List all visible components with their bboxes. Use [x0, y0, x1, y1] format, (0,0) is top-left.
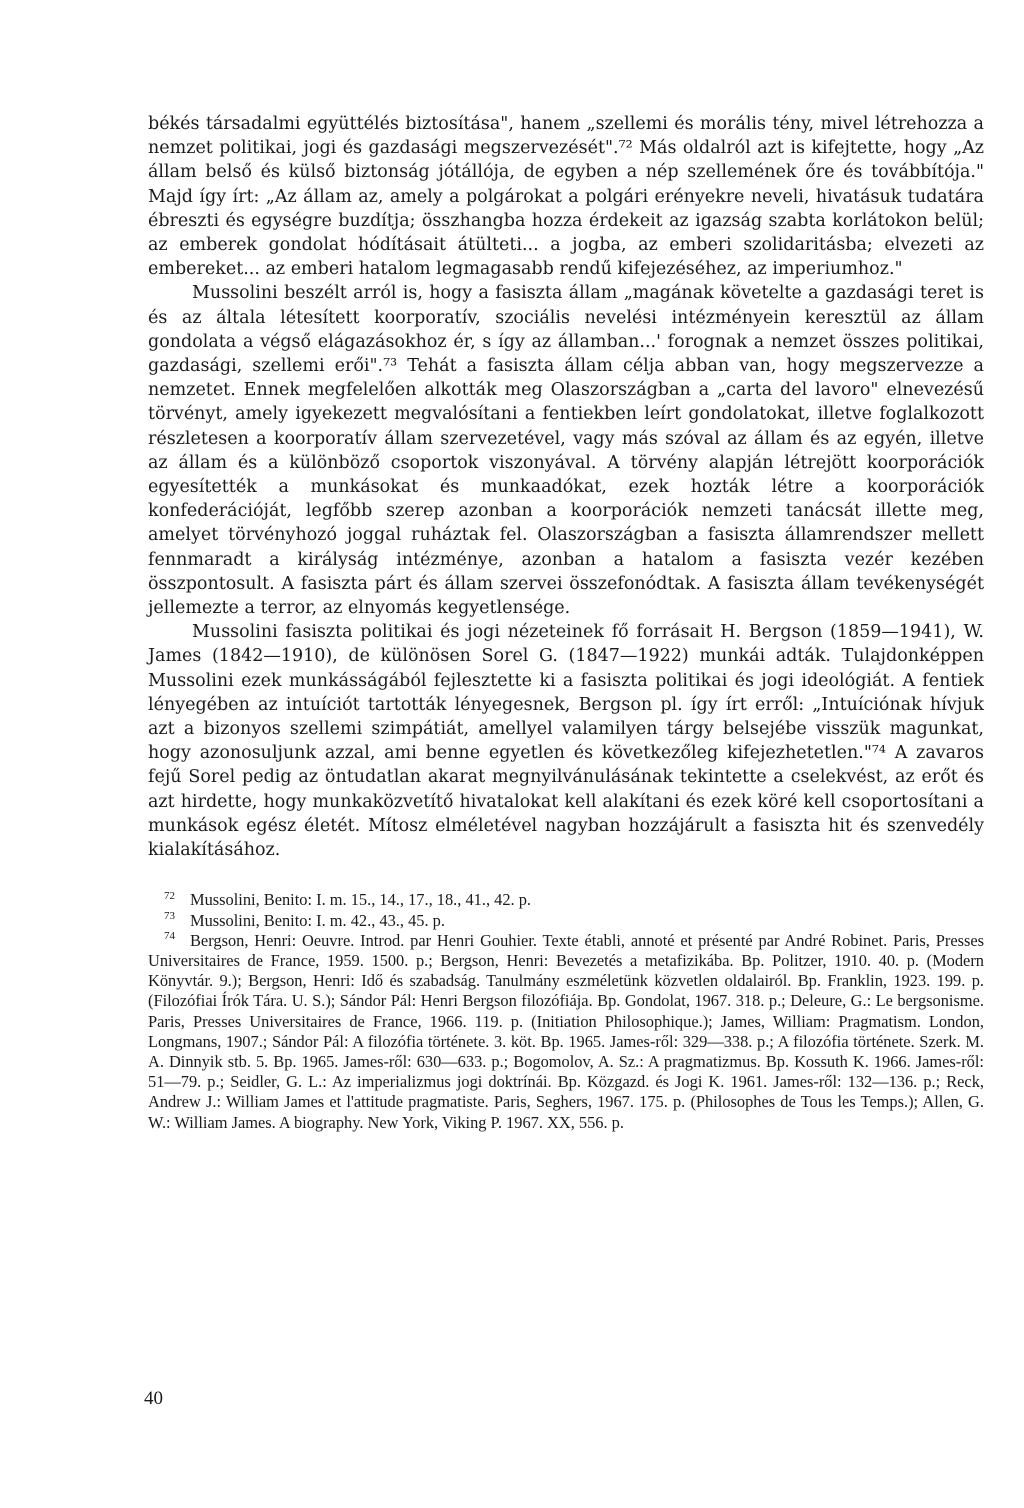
footnote-text: Mussolini, Benito: I. m. 15., 14., 17., 18., 41., 42. p.	[190, 890, 532, 910]
page	[148, 112, 984, 1133]
paragraph-2: Mussolini beszélt arról is, hogy a fasiszta állam „magának követelte a gazdasági teret is és az általa létesített koorporatív, szociális nevelési intézményein keresztül az állam gondolata a végső elágazásokhoz ér, s így az államban...' forognak a nemzet összes politikai, gazdasági, szellemi erői".⁷³ Tehát a fasiszta állam célja abban van, hogy megszervezze a nemzetet. Ennek megfelelően alkották meg Olaszországban a „carta del lavoro" elnevezésű törvényt, amely igyekezett megvalósítani a fentiekben leírt gondolatokat, illetve foglalkozott részletesen a koorporatív állam szervezetével, vagy más szóval az állam és az egyén, illetve az állam és a különböző csoportok viszonyával. A törvény alapján létrejött koorporációk egyesítették a munkásokat és munkaadókat, ezek hozták létre a koorporációk konfederációját, legfőbb szerep azonban a koorporációk nemzeti tanácsát illette meg, amelyet törvényhozó joggal ruháztak fel. Olaszországban a fasiszta államrendszer mellett fennmaradt a királyság intézménye, azonban a hatalom a fasiszta vezér kezében összpontosult. A fasiszta párt és állam szervei összefonódtak. A fasiszta állam tevékenységét jellemezte a terror, az elnyomás kegyetlensége.	[148, 283, 984, 619]
footnote-text: Bergson, Henri: Oeuvre. Introd. par Henri Gouhier. Texte établi, annoté et présenté par André Robinet. Paris, Presses Universitaires de France, 1959. 1500. p.; Bergson, Henri: Bevezetés a metafizikába. Bp. Politzer, 1910. 40. p. (Modern Könyvtár. 9.); Bergson, Henri: Idő és szabadság. Tanulmány eszméletünk közvetlen oldalairól. Bp. Franklin, 1923. 199. p. (Filozófiai Írók Tára. U. S.); Sándor Pál: Henri Bergson filozófiája. Bp. Gondolat, 1967. 318. p.; Deleure, G.: Le bergsonisme. Paris, Presses Universitaires de France, 1966. 119. p. (Initiation Philosophique.); James, William: Pragmatism. London, Longmans, 1907.; Sándor Pál: A filozófia története. 3. köt. Bp. 1965. James-ről: 329—338. p.; A filozófia története. Szerk. M. A. Dinnyik stb. 5. Bp. 1965. James-ről: 630—633. p.; Bogomolov, A. Sz.: A pragmatizmus. Bp. Kossuth K. 1966. James-ről: 51—79. p.; Seidler, G. L.: Az imperializmus jogi doktrínái. Bp. Közgazd. és Jogi K. 1961. James-ről: 132—136. p.; Reck, Andrew J.: William James et l'attitude pragmatiste. Paris, Seghers, 1967. 175. p. (Philosophes de Tous les Temps.); Allen, G. W.: William James. A biography. New York, Viking P. 1967. XX, 556. p.	[148, 930, 984, 1132]
footnote-72: 72 Mussolini, Benito: I. m. 15., 14., 17., 18., 41., 42. p.	[164, 889, 532, 910]
page-number: 40	[144, 1388, 163, 1409]
footnote-73: 73 Mussolini, Benito: I. m. 42., 43., 45. p.	[164, 910, 445, 930]
footnotes	[148, 890, 984, 1132]
footnote-text: Mussolini, Benito: I. m. 42., 43., 45. p.	[190, 910, 445, 930]
paragraph-1: békés társadalmi együttélés biztosítása", hanem „szellemi és morális tény, mivel létrehozza a nemzet politikai, jogi és gazdasági megszervezését".⁷² Más oldalról azt is kifejtette, hogy „Az állam belső és külső biztonság jótállója, de egyben a nép szellemének őre és továbbítója." Majd így írt: „Az állam az, amely a polgárokat a polgári erényekre neveli, hivatásuk tudatára ébreszti és egységre buzdítja; összhangba hozza érdekeit az igazság szabta korlátokon belül; az emberek gondolat hódításait átülteti... a jogba, az emberi szolidaritásba; elvezeti az embereket... az emberi hatalom legmagasabb rendű kifejezéséhez, az imperiumhoz."	[148, 114, 984, 280]
main-text	[148, 112, 984, 862]
footnote-74: 74 Bergson, Henri: Oeuvre. Introd. par Henri Gouhier. Texte établi, annoté et présenté par André Robinet. Paris, Presses Universitaires de France, 1959. 1500. p.; Bergson, Henri: Bevezetés a metafizikába. Bp. Politzer, 1910. 40. p. (Modern Könyvtár. 9.); Bergson, Henri: Idő és szabadság. Tanulmány eszméletünk közvetlen oldalairól. Bp. Franklin, 1923. 199. p. (Filozófiai Írók Tára. U. S.); Sándor Pál: Henri Bergson filozófiája. Bp. Gondolat, 1967. 318. p.; Deleure, G.: Le bergsonisme. Paris, Presses Universitaires de France, 1966. 119. p. (Initiation Philosophique.); James, William: Pragmatism. London, Longmans, 1907.; Sándor Pál: A filozófia története. 3. köt. Bp. 1965. James-ről: 329—338. p.; A filozófia története. Szerk. M. A. Dinnyik stb. 5. Bp. 1965. James-ről: 630—633. p.; Bogomolov, A. Sz.: A pragmatizmus. Bp. Kossuth K. 1966. James-ről: 51—79. p.; Seidler, G. L.: Az imperializmus jogi doktrínái. Bp. Közgazd. és Jogi K. 1961. James-ről: 132—136. p.; Reck, Andrew J.: William James et l'attitude pragmatiste. Paris, Seghers, 1967. 175. p. (Philosophes de Tous les Temps.); Allen, G. W.: William James. A biography. New York, Viking P. 1967. XX, 556. p.	[148, 930, 984, 1132]
paragraph-3: Mussolini fasiszta politikai és jogi nézeteinek fő forrásait H. Bergson (1859—1941), W. James (1842—1910), de különösen Sorel G. (1847—1922) munkái adták. Tulajdonképpen Mussolini ezek munkásságából fejlesztette ki a fasiszta politikai és jogi ideológiát. A fentiek lényegében az intuíciót tartották lényegesnek, Bergson pl. így írt erről: „Intuíciónak hívjuk azt a bizonyos szellemi szimpátiát, amellyel valamilyen tárgy belsejébe visszük magunkat, hogy azonosuljunk azzal, ami benne egyetlen és következőleg kifejezhetetlen."⁷⁴ A zavaros fejű Sorel pedig az öntudatlan akarat megnyilvánulásának tekintette a cselekvést, az erőt és azt hirdette, hogy munkaközvetítő hivatalokat kell alakítani és ezek köré kell csoportosítani a munkások egész életét. Mítosz elméletével nagyban hozzájárult a fasiszta hit és szenvedély kialakításához.	[148, 622, 984, 861]
